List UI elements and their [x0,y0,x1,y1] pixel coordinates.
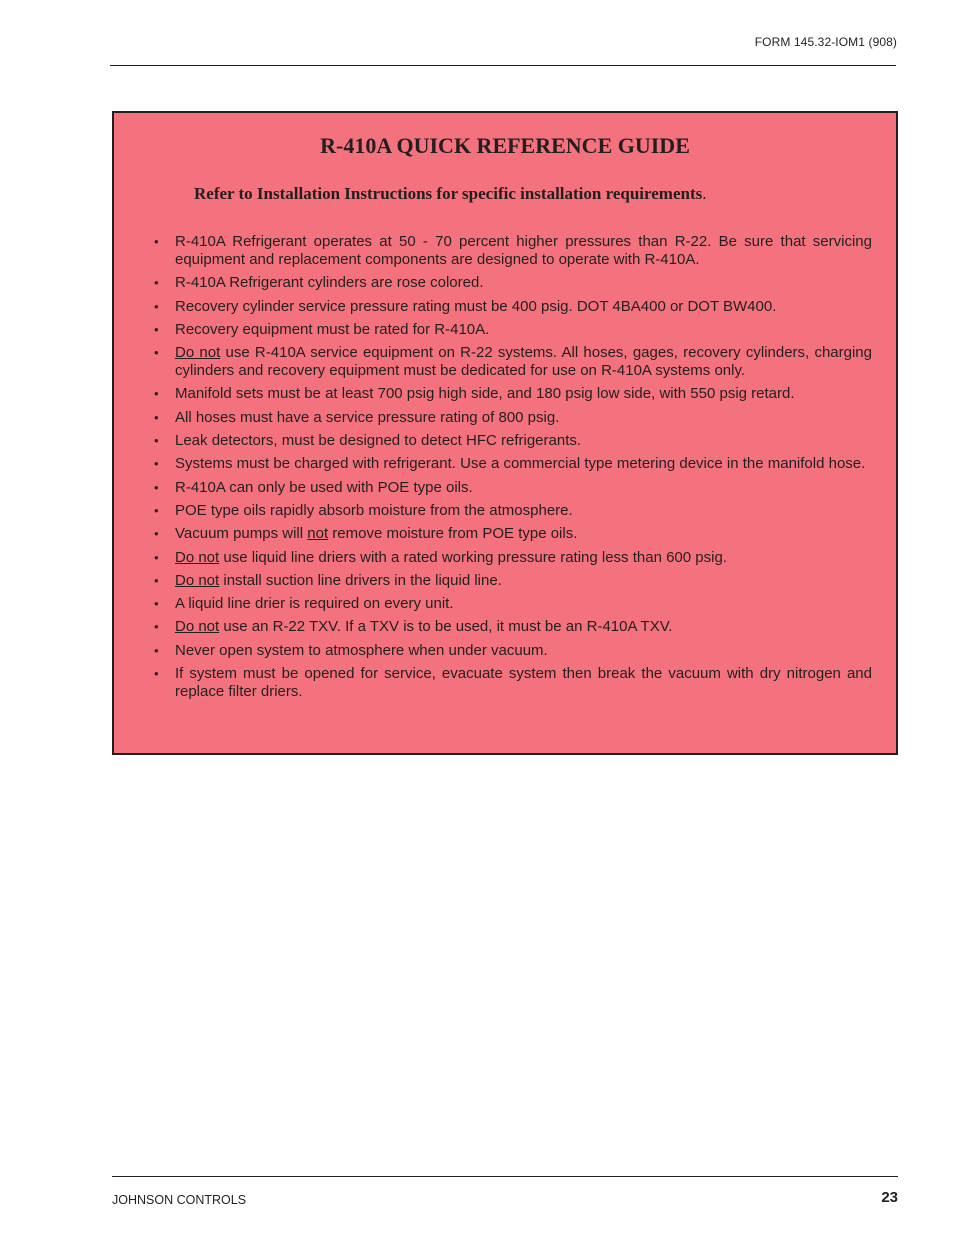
list-item [154,479,872,497]
list-item-text: All hoses must have a service pressure rating of 800 psig. [175,408,560,426]
list-item-text: Leak detectors, must be designed to detect HFC refrigerants. [175,432,582,450]
list-item [154,409,872,427]
guide-subtitle-period: . [702,184,707,203]
list-item [154,525,872,543]
list-item-text: Recovery cylinder service pressure rating must be 400 psig. DOT 4BA400 or DOT BW400. [175,297,777,315]
list-item-text: Manifold sets must be at least 700 psig high side, and 180 psig low side, with 550 psig retard. [175,385,795,403]
guide-subtitle [194,184,707,204]
list-item [154,298,872,316]
list-item [154,432,872,450]
list-item-text: Never open system to atmosphere when under vacuum. [175,641,548,659]
page-number: 23 [881,1189,898,1206]
list-item-text-tail: remove moisture from POE type oils. [328,525,578,543]
list-item-text: R-410A can only be used with POE type oils. [175,478,473,496]
list-item [154,455,872,473]
list-item-text: use an R-22 TXV. If a TXV is to be used, it must be an R-410A TXV. [219,618,673,636]
list-item-text: Vacuum pumps will [175,525,308,543]
list-item [154,618,872,636]
guide-bullet-list [154,233,872,706]
quick-reference-box [112,111,898,755]
list-item-text: install suction line drivers in the liquid line. [219,571,502,589]
emphasis-do-not: Do not [175,344,221,362]
emphasis-do-not: Do not [175,618,220,636]
emphasis-do-not: Do not [175,548,220,566]
list-item-text: Recovery equipment must be rated for R-410A. [175,320,490,338]
form-code: FORM 145.32-IOM1 (908) [754,35,897,49]
header-rule [110,65,896,66]
list-item-text: R-410A Refrigerant operates at 50 - 70 percent higher pressures than R-22. Be sure that servicing equipment and replacement components are designed to operate with R-410A. [175,233,872,268]
list-item-text: R-410A Refrigerant cylinders are rose colored. [175,274,484,292]
list-item-text: use liquid line driers with a rated working pressure rating less than 600 psig. [219,548,727,566]
list-item [154,233,872,269]
guide-title: R-410A QUICK REFERENCE GUIDE [320,133,690,158]
list-item-text: use R-410A service equipment on R-22 systems. All hoses, gages, recovery cylinders, charging cylinders and recovery equipment must be dedicated for use on R-410A systems only. [175,344,872,380]
list-item [154,572,872,590]
list-item [154,321,872,339]
list-item-text: A liquid line drier is required on every unit. [175,595,454,613]
list-item [154,665,872,701]
emphasis-not: not [307,525,329,543]
guide-subtitle-text: Refer to Installation Instructions for specific installation requirements [194,184,703,203]
list-item-text: Systems must be charged with refrigerant. Use a commercial type metering device in the manifold hose. [175,455,866,473]
footer-company: JOHNSON CONTROLS [112,1193,247,1207]
list-item [154,502,872,520]
list-item [154,549,872,567]
list-item [154,274,872,292]
footer-rule [112,1176,898,1177]
list-item [154,344,872,380]
list-item [154,595,872,613]
emphasis-do-not: Do not [175,571,220,589]
list-item [154,642,872,660]
list-item [154,385,872,403]
list-item-text: POE type oils rapidly absorb moisture from the atmosphere. [175,501,573,519]
list-item-text: If system must be opened for service, evacuate system then break the vacuum with dry nitrogen and replace filter driers. [175,665,872,701]
